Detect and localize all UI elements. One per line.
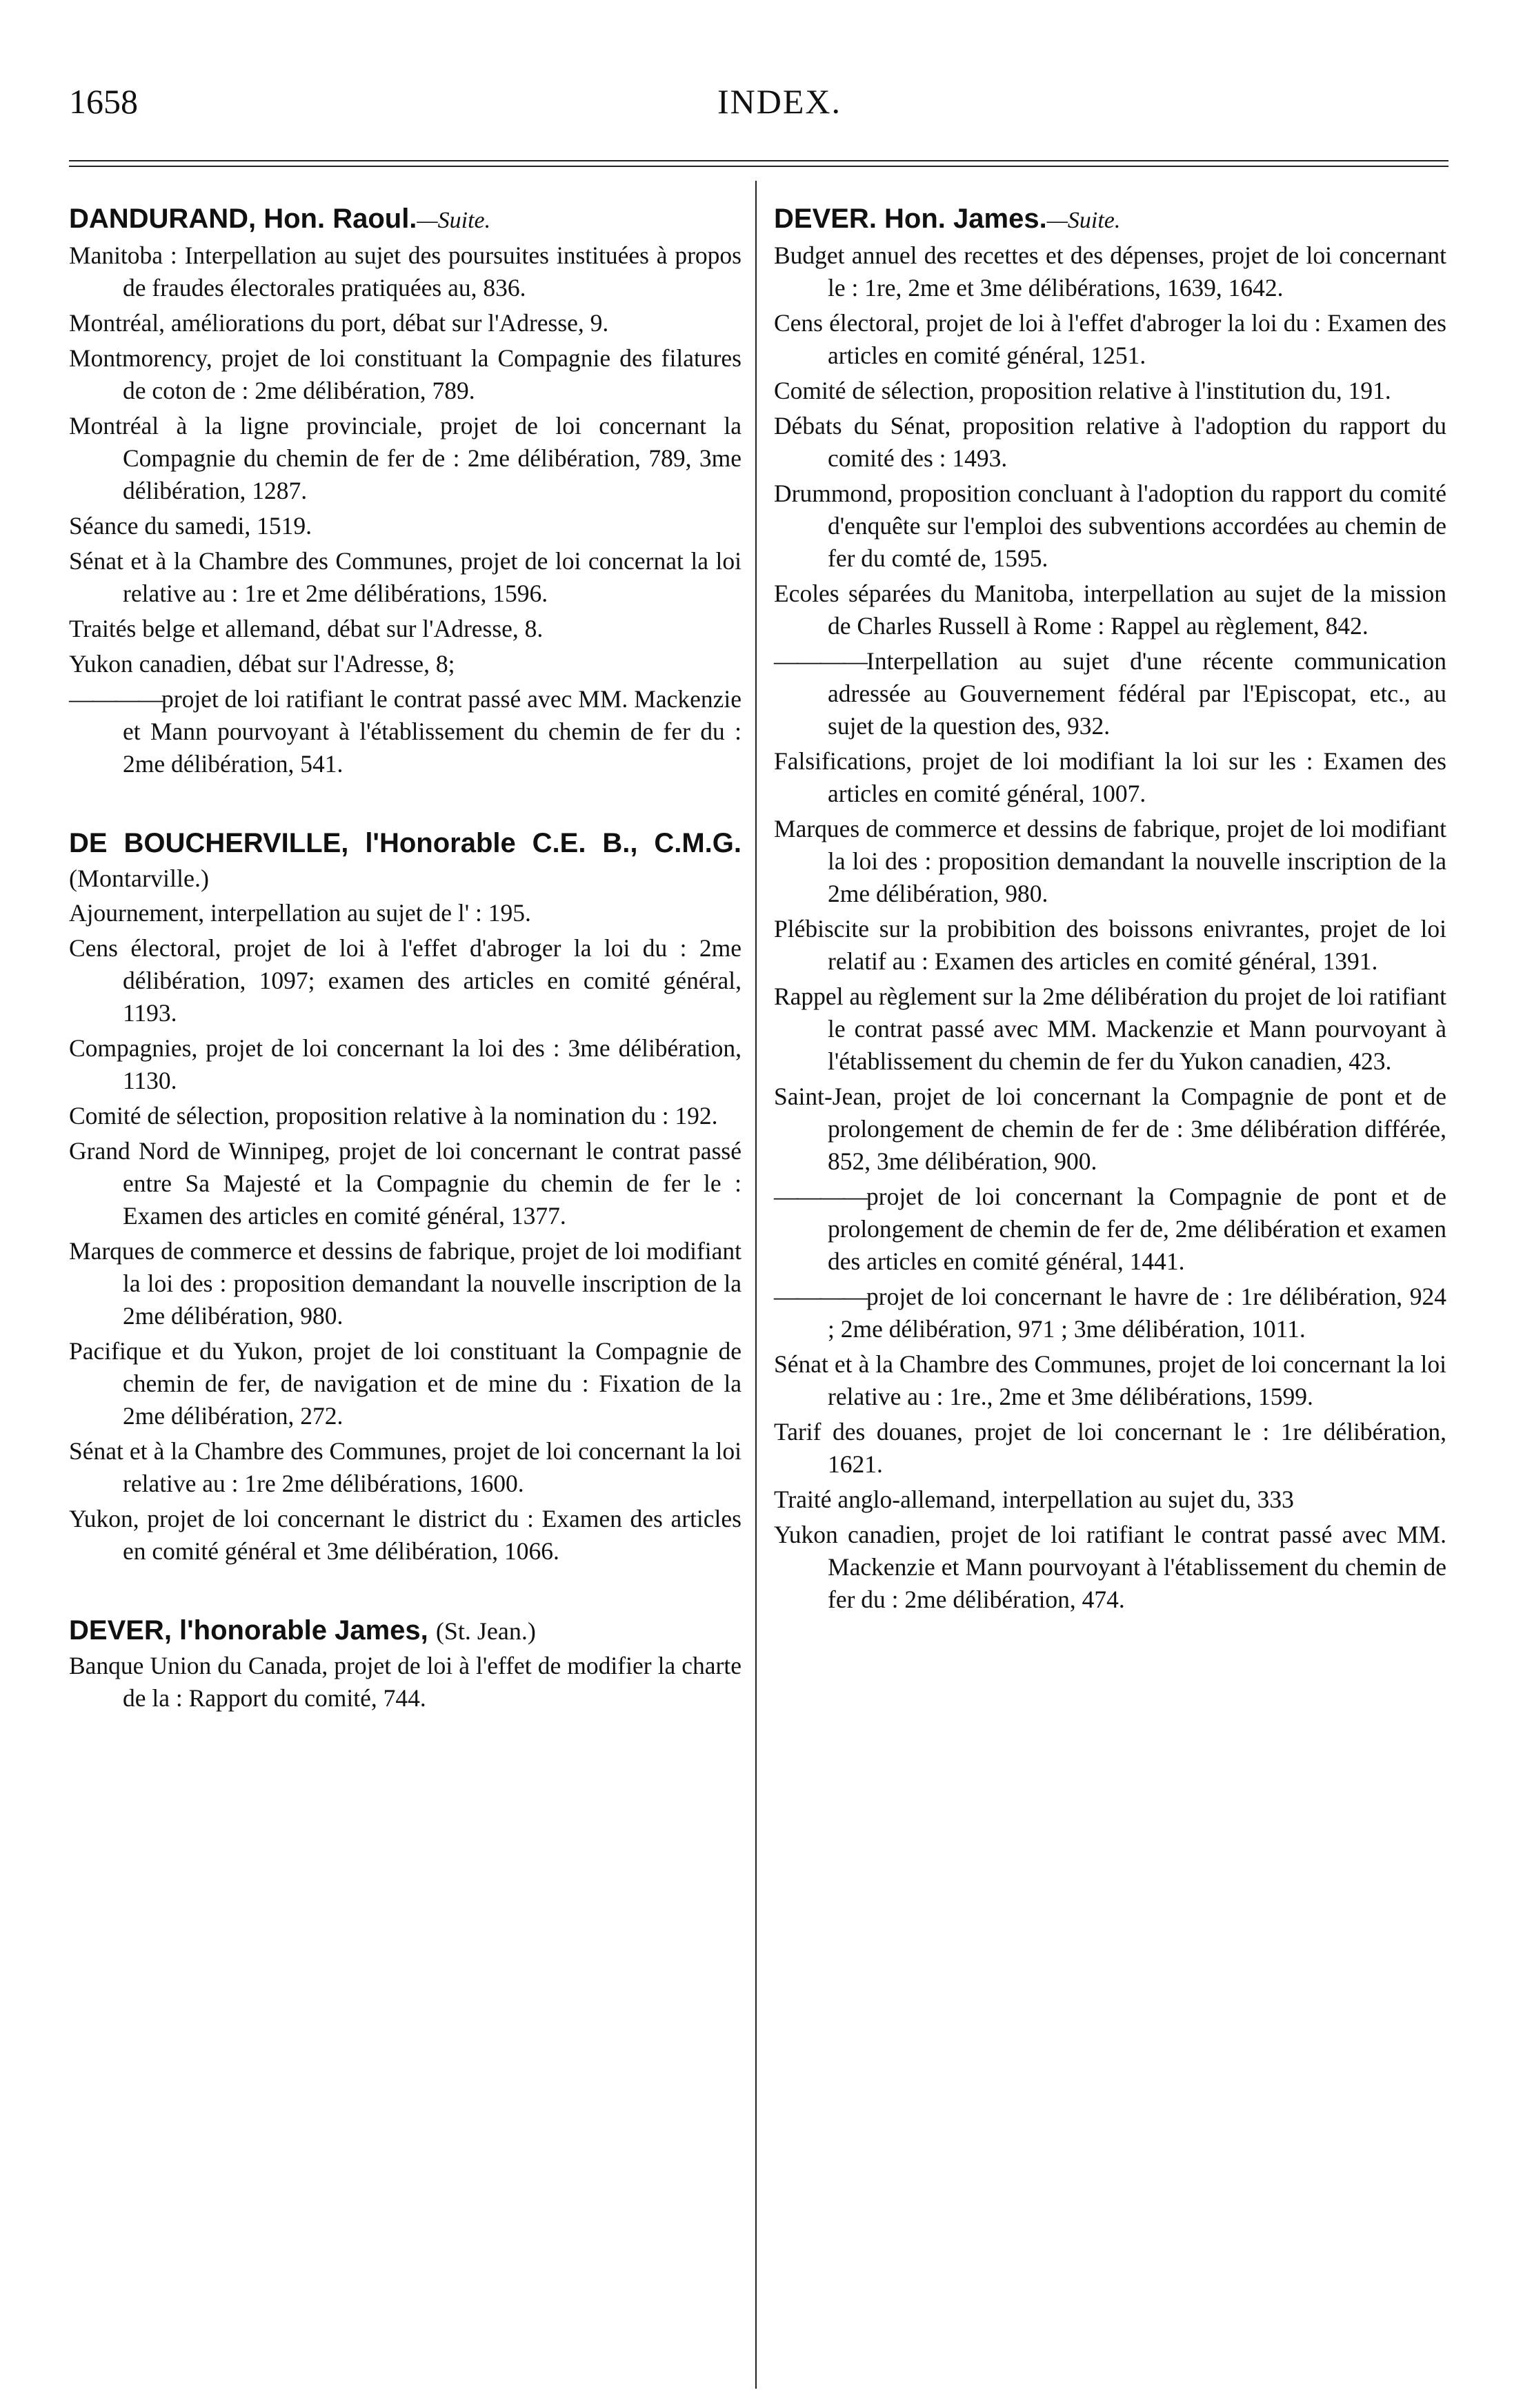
page-title: INDEX.: [717, 82, 842, 121]
index-entry: Grand Nord de Winnipeg, projet de loi concernant le contrat passé entre Sa Majesté et la Compagnie du chemin de fer le : Examen des articles en comité général, 1377.: [69, 1137, 741, 1230]
right-column: [774, 201, 1446, 1619]
index-subentry: ————Interpellation au sujet d'une récente communication adressée au Gouvernement fédéral par l'Episcopat, etc., au sujet de la question des, 932.: [774, 647, 1446, 740]
heading-dandurand: DANDURAND, Hon. Raoul.—Suite.: [69, 204, 491, 234]
index-entry: Débats du Sénat, proposition relative à l'adoption du rapport du comité des : 1493.: [774, 412, 1446, 472]
index-entry: Séance du samedi, 1519.: [69, 512, 312, 540]
index-entry: Traité anglo-allemand, interpellation au sujet du, 333: [774, 1486, 1294, 1513]
index-entry: Tarif des douanes, projet de loi concernant le : 1re délibération, 1621.: [774, 1418, 1446, 1478]
index-entry: Manitoba : Interpellation au sujet des poursuites instituées à propos de fraudes électorales pratiquées au, 836.: [69, 241, 741, 302]
header-rule-top: [69, 160, 1449, 161]
index-entry: Montréal, améliorations du port, débat sur l'Adresse, 9.: [69, 309, 609, 337]
index-entry: Sénat et à la Chambre des Communes, projet de loi concernat la loi relative au : 1re et 2me délibérations, 1596.: [69, 547, 741, 607]
index-entry: Compagnies, projet de loi concernant la loi des : 3me délibération, 1130.: [69, 1034, 741, 1094]
index-entry: Ecoles séparées du Manitoba, interpellation au sujet de la mission de Charles Russell à Rome : Rappel au règlement, 842.: [774, 580, 1446, 640]
index-entry: Cens électoral, projet de loi à l'effet d'abroger la loi du : Examen des articles en comité général, 1251.: [774, 309, 1446, 369]
index-entry: Comité de sélection, proposition relative à l'institution du, 191.: [774, 377, 1391, 404]
index-entry: Rappel au règlement sur la 2me délibération du projet de loi ratifiant le contrat passé avec MM. Mackenzie et Mann pourvoyant à l'établissement du chemin de fer du Yukon canadien, 423.: [774, 983, 1446, 1075]
index-entry: Marques de commerce et dessins de fabrique, projet de loi modifiant la loi des : proposition demandant la nouvelle inscription de la 2me délibération, 980.: [69, 1237, 741, 1330]
left-column: [69, 201, 741, 1717]
index-subentry: ————projet de loi concernant le havre de : 1re délibération, 924 ; 2me délibération, 971 ; 3me délibération, 1011.: [774, 1283, 1446, 1343]
header-rule-bottom: [69, 166, 1449, 167]
index-entry: Falsifications, projet de loi modifiant la loi sur les : Examen des articles en comité général, 1007.: [774, 747, 1446, 807]
index-entry: Yukon, projet de loi concernant le district du : Examen des articles en comité général et 3me délibération, 1066.: [69, 1505, 741, 1565]
index-entry: Montréal à la ligne provinciale, projet de loi concernant la Compagnie du chemin de fer de : 2me délibération, 789, 3me délibération, 1287.: [69, 412, 741, 504]
index-entry: Saint-Jean, projet de loi concernant la Compagnie de pont et de prolongement de chemin de fer de : 3me délibération différée, 852, 3me délibération, 900.: [774, 1083, 1446, 1175]
heading-dever-suite: DEVER. Hon. James.—Suite.: [774, 204, 1121, 234]
index-entry: Ajournement, interpellation au sujet de l' : 195.: [69, 899, 531, 927]
index-entry: Cens électoral, projet de loi à l'effet d'abroger la loi du : 2me délibération, 1097; examen des articles en comité général, 1193.: [69, 934, 741, 1027]
index-subentry: ————projet de loi concernant la Compagnie de pont et de prolongement de chemin de fer de, 2me délibération et examen des articles en comité général, 1441.: [774, 1183, 1446, 1275]
column-divider: [755, 181, 757, 2389]
index-entry: Sénat et à la Chambre des Communes, projet de loi concernant la loi relative au : 1re 2me délibérations, 1600.: [69, 1437, 741, 1497]
index-entry: Drummond, proposition concluant à l'adoption du rapport du comité d'enquête sur l'emploi des subventions accordées au chemin de fer du comté de, 1595.: [774, 480, 1446, 572]
index-entry: Montmorency, projet de loi constituant la Compagnie des filatures de coton de : 2me délibération, 789.: [69, 344, 741, 404]
page-number: 1658: [69, 82, 138, 121]
index-entry: Marques de commerce et dessins de fabrique, projet de loi modifiant la loi des : proposition demandant la nouvelle inscription de la 2me délibération, 980.: [774, 815, 1446, 907]
index-entry: Banque Union du Canada, projet de loi à l'effet de modifier la charte de la : Rapport du comité, 744.: [69, 1652, 741, 1712]
index-entry: Traités belge et allemand, débat sur l'Adresse, 8.: [69, 615, 544, 642]
index-entry: Yukon canadien, débat sur l'Adresse, 8;: [69, 650, 455, 678]
index-entry: Yukon canadien, projet de loi ratifiant le contrat passé avec MM. Mackenzie et Mann pourvoyant à l'établissement du chemin de fer du : 2me délibération, 474.: [774, 1521, 1446, 1613]
index-entry: Sénat et à la Chambre des Communes, projet de loi concernant la loi relative au : 1re., 2me et 3me délibérations, 1599.: [774, 1350, 1446, 1410]
heading-de-boucherville: DE BOUCHERVILLE, l'Honorable C.E. B., C.M.G. (Montarville.): [69, 828, 741, 892]
index-entry: Comité de sélection, proposition relative à la nomination du : 192.: [69, 1102, 718, 1129]
index-entry: Pacifique et du Yukon, projet de loi constituant la Compagnie de chemin de fer, de navigation et de mine du : Fixation de la 2me délibération, 272.: [69, 1337, 741, 1430]
heading-dever-st-jean: DEVER, l'honorable James, (St. Jean.): [69, 1615, 536, 1646]
index-entry: Budget annuel des recettes et des dépenses, projet de loi concernant le : 1re, 2me et 3me délibérations, 1639, 1642.: [774, 241, 1446, 302]
index-entry: Plébiscite sur la probibition des boissons enivrantes, projet de loi relatif au : Examen des articles en comité général, 1391.: [774, 915, 1446, 975]
index-subentry: ————projet de loi ratifiant le contrat passé avec MM. Mackenzie et Mann pourvoyant à l'établissement du chemin de fer du : 2me délibération, 541.: [69, 685, 741, 778]
